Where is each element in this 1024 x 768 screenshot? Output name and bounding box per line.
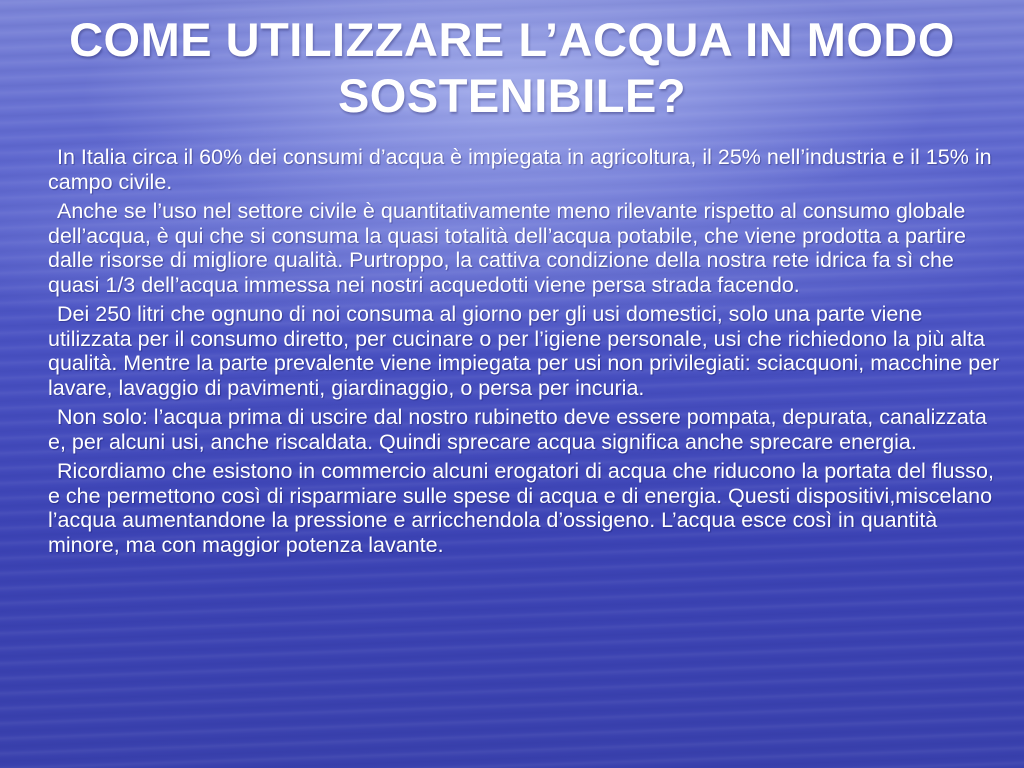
paragraph-energia: Non solo: l’acqua prima di uscire dal nostro rubinetto deve essere pompata, depurata, canalizzata e, per alcuni usi, anche riscaldata. Quindi sprecare acqua significa anche sprecare energia. — [48, 405, 987, 454]
paragraph-erogatori: Ricordiamo che esistono in commercio alcuni erogatori di acqua che riducono la portata del flusso, e che permettono così di risparmiare sulle spese di acqua e di energia. Questi dispositivi,miscelano l’acqua aumentandone la pressione e arricchendola d’ossigeno. L’acqua esce così in quantità minore, ma con maggior potenza lavante. — [48, 459, 994, 557]
paragraph-uso-civile: Anche se l’uso nel settore civile è quantitativamente meno rilevante rispetto al consumo globale dell’acqua, è qui che si consuma la quasi totalità dell’acqua potabile, che viene prodotta a partire dalle risorse di migliore qualità. Purtroppo, la cattiva condizione della nostra rete idrica fa sì che quasi 1/3 dell’acqua immessa nei nostri acquedotti viene persa strada facendo. — [48, 199, 966, 297]
paragraph-agricoltura: In Italia circa il 60% dei consumi d’acqua è impiegata in agricoltura, il 25% nell’industria e il 15% in campo civile. — [48, 145, 992, 194]
slide-title: COME UTILIZZARE L’ACQUA IN MODO SOSTENIBILE? — [69, 13, 955, 122]
slide-body — [48, 145, 1010, 562]
paragraph-consumo-domestico: Dei 250 litri che ognuno di noi consuma al giorno per gli usi domestici, solo una parte viene utilizzata per il consumo diretto, per cucinare o per l’igiene personale, usi che richiedono la più alta qualità. Mentre la parte prevalente viene impiegata per usi non privilegiati: sciacquoni, macchine per lavare, lavaggio di pavimenti, giardinaggio, o persa per incuria. — [48, 302, 1000, 400]
